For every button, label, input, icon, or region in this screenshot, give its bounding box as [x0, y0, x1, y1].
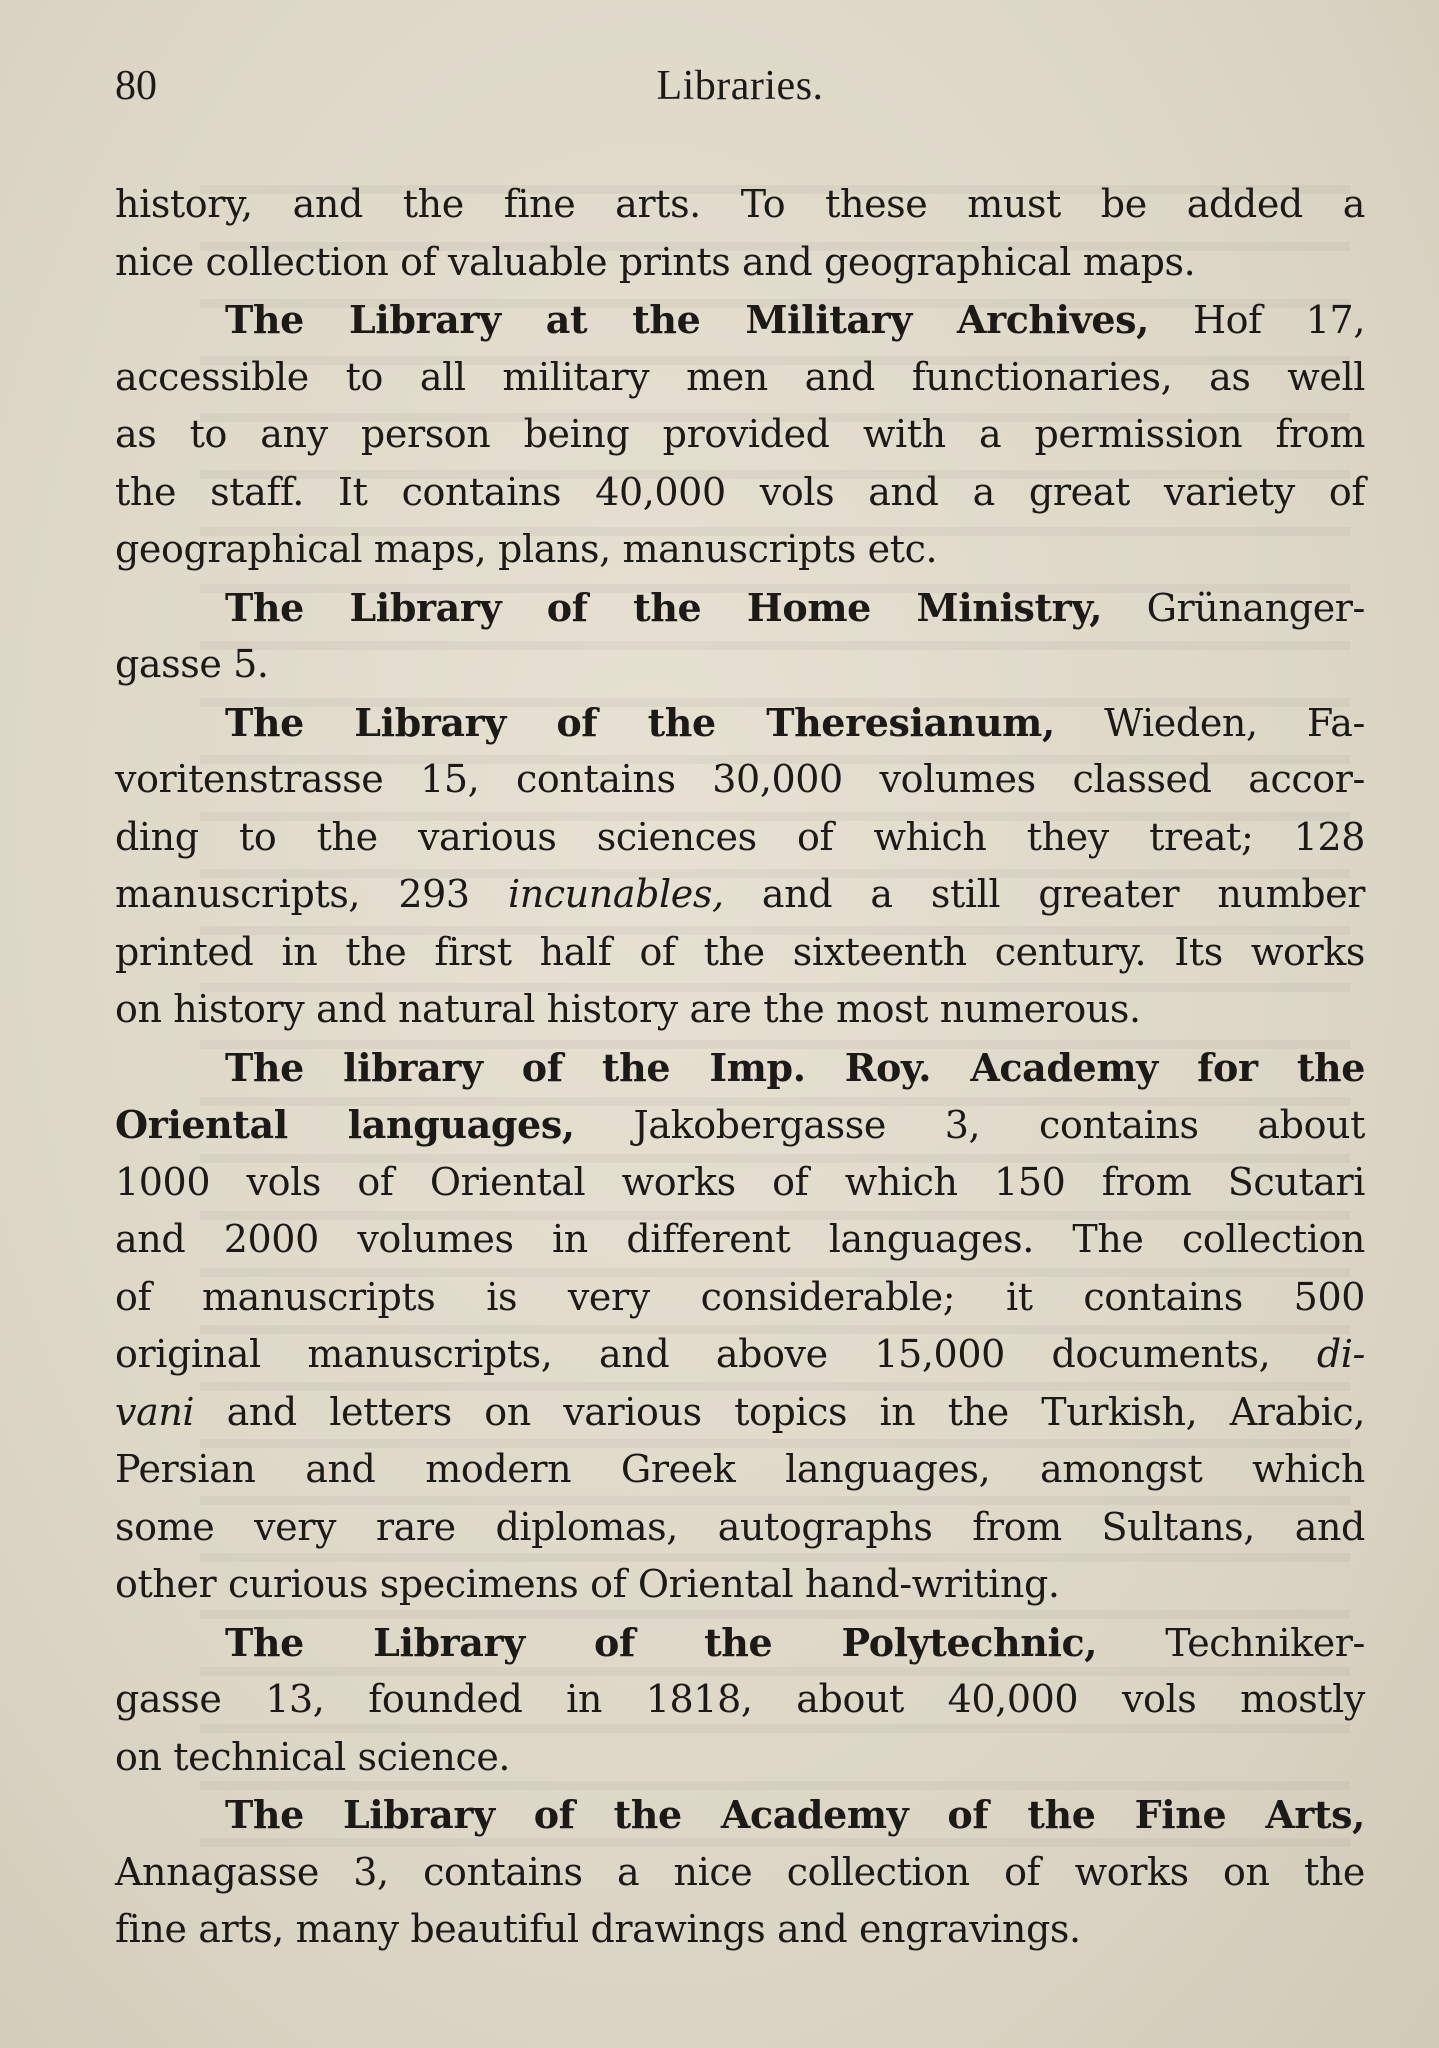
running-head — [115, 62, 1365, 112]
text-run: and 2000 volumes in different languages. The collection — [115, 1217, 1365, 1261]
entry-title: The library of the Imp. Roy. Academy for the — [225, 1044, 1365, 1090]
text-line — [115, 521, 1365, 579]
text-line — [115, 1441, 1365, 1499]
text-line — [115, 1729, 1365, 1787]
entry-fine-arts-academy — [115, 1786, 1365, 1844]
text-run: Wieden, Fa- — [1104, 700, 1365, 745]
text-line — [115, 924, 1365, 982]
text-line — [115, 866, 1365, 924]
text-line — [115, 464, 1365, 522]
text-run: as to any person being provided with a permission from — [115, 412, 1365, 456]
text-line — [115, 1671, 1365, 1729]
text-line — [115, 406, 1365, 464]
italic-run: di- — [1316, 1332, 1365, 1376]
text-run: ding to the various sciences of which they treat; 128 — [115, 814, 1365, 859]
text-line — [115, 1901, 1365, 1959]
text-line — [115, 1096, 1365, 1154]
page-number: 80 — [115, 63, 157, 109]
text-run: 1000 vols of Oriental works of which 150 from Scutari — [115, 1159, 1365, 1204]
entry-title: The Library of the Polytechnic, — [225, 1619, 1098, 1665]
text-line — [115, 234, 1365, 292]
text-run: the staff. It contains 40,000 vols and a great variety of — [115, 469, 1365, 514]
text-run: and a still greater number — [761, 872, 1365, 916]
text-line — [115, 176, 1365, 234]
text-line — [115, 1844, 1365, 1902]
entry-title: The Library of the Academy of the Fine Arts, — [225, 1792, 1365, 1837]
text-run: gasse 5. — [115, 642, 269, 686]
entry-title: Oriental languages, — [115, 1102, 575, 1147]
text-run: gasse 13, founded in 1818, about 40,000 vols mostly — [115, 1677, 1365, 1721]
text-line — [115, 1556, 1365, 1614]
text-run: manuscripts, 293 — [115, 872, 470, 916]
text-run: on history and natural history are the most numerous. — [115, 987, 1141, 1031]
text-run: of manuscripts is very considerable; it contains 500 — [115, 1274, 1365, 1319]
text-line — [115, 981, 1365, 1039]
text-run: printed in the first half of the sixteenth century. Its works — [115, 929, 1365, 974]
running-title: Libraries. — [656, 63, 824, 109]
text-run: Persian and modern Greek languages, amongst which — [115, 1447, 1365, 1491]
text-line — [115, 1269, 1365, 1327]
entry-theresianum — [115, 694, 1365, 752]
text-run: Grünanger- — [1146, 585, 1365, 630]
text-line — [115, 1326, 1365, 1384]
text-line — [115, 349, 1365, 407]
body-text — [115, 176, 1365, 1959]
text-run: Annagasse 3, contains a nice collection of works on the — [115, 1849, 1365, 1894]
text-run: Techniker- — [1165, 1620, 1365, 1665]
text-line — [115, 1499, 1365, 1557]
text-line — [115, 809, 1365, 867]
text-line — [115, 751, 1365, 809]
text-run: some very rare diplomas, autographs from Sultans, and — [115, 1504, 1365, 1549]
text-run: on technical science. — [115, 1734, 511, 1779]
text-run: other curious specimens of Oriental hand-writing. — [115, 1562, 1060, 1606]
text-run: original manuscripts, and above 15,000 documents, — [115, 1332, 1271, 1376]
entry-military-archives — [115, 291, 1365, 349]
text-run: geographical maps, plans, manuscripts etc. — [115, 527, 938, 571]
text-run: nice collection of valuable prints and geographical maps. — [115, 239, 1196, 284]
text-run: accessible to all military men and functionaries, as well — [115, 354, 1365, 399]
text-run: and letters on various topics in the Turkish, Arabic, — [226, 1389, 1365, 1434]
text-run: fine arts, many beautiful drawings and engravings. — [115, 1907, 1081, 1951]
text-line — [115, 636, 1365, 694]
entry-title: The Library of the Theresianum, — [225, 699, 1055, 745]
text-run: Jakobergasse 3, contains about — [633, 1103, 1365, 1147]
entry-oriental-academy — [115, 1039, 1365, 1097]
text-run: history, and the fine arts. To these must be added a — [115, 182, 1365, 226]
text-line — [115, 1154, 1365, 1212]
text-line — [115, 1211, 1365, 1269]
text-line — [115, 1384, 1365, 1442]
text-run: Hof 17, — [1192, 298, 1365, 342]
entry-polytechnic — [115, 1614, 1365, 1672]
italic-run: incunables, — [507, 872, 724, 916]
entry-title: The Library at the Military Archives, — [225, 297, 1149, 342]
entry-home-ministry — [115, 579, 1365, 637]
italic-run: vani — [115, 1389, 195, 1434]
text-run: voritenstrasse 15, contains 30,000 volumes classed accor- — [115, 757, 1365, 801]
entry-title: The Library of the Home Ministry, — [225, 584, 1103, 630]
